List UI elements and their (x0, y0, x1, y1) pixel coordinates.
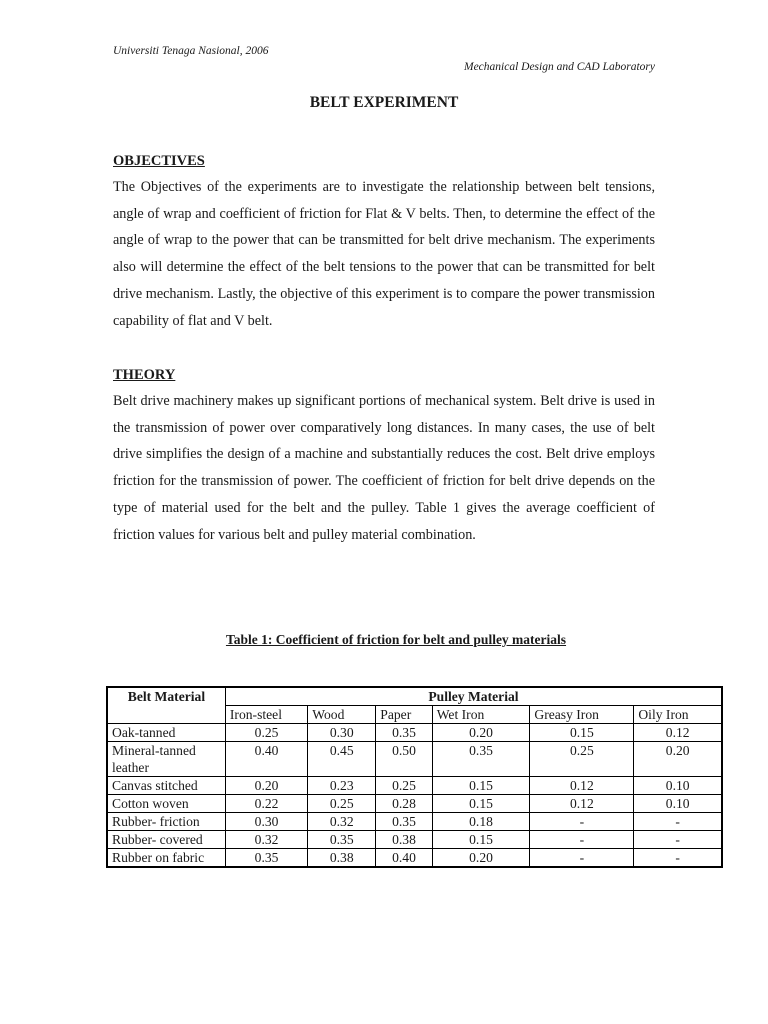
pulley-material-header: Pulley Material (225, 687, 722, 706)
coefficient-cell: 0.20 (225, 777, 307, 795)
coefficient-cell: 0.20 (432, 849, 530, 868)
table-caption: Table 1: Coefficient of friction for belt and pulley materials (225, 632, 567, 647)
coefficient-cell: 0.30 (308, 724, 376, 742)
coefficient-cell: 0.35 (376, 813, 432, 831)
coefficient-cell: 0.15 (530, 724, 634, 742)
column-header: Oily Iron (634, 706, 722, 724)
coefficient-cell: 0.30 (225, 813, 307, 831)
belt-material-header: Belt Material (107, 687, 225, 724)
coefficient-cell: 0.15 (432, 795, 530, 813)
table-header-row (107, 687, 722, 706)
theory-heading: THEORY (113, 367, 176, 383)
coefficient-cell: - (634, 849, 722, 868)
coefficient-cell: 0.45 (308, 742, 376, 777)
column-header: Wood (308, 706, 376, 724)
coefficient-cell: - (634, 831, 722, 849)
coefficient-cell: 0.20 (432, 724, 530, 742)
objectives-section (113, 148, 655, 334)
objectives-heading: OBJECTIVES (113, 153, 205, 169)
coefficient-cell: - (634, 813, 722, 831)
coefficient-cell: 0.15 (432, 777, 530, 795)
coefficient-cell: 0.12 (530, 777, 634, 795)
coefficient-cell: 0.22 (225, 795, 307, 813)
coefficient-cell: - (530, 813, 634, 831)
column-header: Paper (376, 706, 432, 724)
coefficient-cell: 0.40 (225, 742, 307, 777)
coefficient-cell: 0.12 (530, 795, 634, 813)
belt-material-cell: Oak-tanned (107, 724, 225, 742)
belt-material-cell: Canvas stitched (107, 777, 225, 795)
coefficient-cell: 0.35 (225, 849, 307, 868)
table-row (107, 813, 722, 831)
table-row (107, 795, 722, 813)
belt-material-cell: Mineral-tanned leather (107, 742, 225, 777)
coefficient-cell: 0.18 (432, 813, 530, 831)
coefficient-cell: 0.50 (376, 742, 432, 777)
coefficient-cell: 0.35 (432, 742, 530, 777)
belt-material-cell: Cotton woven (107, 795, 225, 813)
coefficient-cell: 0.10 (634, 777, 722, 795)
objectives-paragraph: The Objectives of the experiments are to investigate the relationship between belt tensions, angle of wrap and coefficient of friction for Flat & V belts. Then, to determine the effect of the angle of wrap to the power that can be transmitted for belt drive mechanism. The experiments also will determine the effect of the belt tensions to the power that can be transmitted for belt drive mechanism. Lastly, the objective of this experiment is to compare the power transmission capability of flat and V belt. (113, 179, 655, 329)
coefficient-cell: 0.25 (308, 795, 376, 813)
coefficient-cell: 0.20 (634, 742, 722, 777)
coefficient-cell: 0.28 (376, 795, 432, 813)
belt-material-cell: Rubber- friction (107, 813, 225, 831)
column-header: Iron-steel (225, 706, 307, 724)
coefficient-cell: 0.40 (376, 849, 432, 868)
coefficient-cell: 0.25 (530, 742, 634, 777)
coefficient-cell: 0.15 (432, 831, 530, 849)
table-row (107, 849, 722, 868)
header-lab: Mechanical Design and CAD Laboratory (463, 61, 655, 73)
coefficient-cell: 0.12 (634, 724, 722, 742)
column-header: Wet Iron (432, 706, 530, 724)
table-row (107, 724, 722, 742)
table-row (107, 742, 722, 777)
theory-section (113, 362, 655, 548)
coefficient-cell: - (530, 831, 634, 849)
belt-material-cell: Rubber- covered (107, 831, 225, 849)
coefficient-cell: 0.23 (308, 777, 376, 795)
coefficient-cell: 0.25 (376, 777, 432, 795)
column-header: Greasy Iron (530, 706, 634, 724)
table-row (107, 777, 722, 795)
header-university: Universiti Tenaga Nasional, 2006 (113, 45, 269, 57)
coefficient-cell: 0.25 (225, 724, 307, 742)
belt-material-cell: Rubber on fabric (107, 849, 225, 868)
coefficient-cell: 0.10 (634, 795, 722, 813)
page-title: BELT EXPERIMENT (309, 94, 459, 111)
table-row (107, 831, 722, 849)
theory-paragraph: Belt drive machinery makes up significant portions of mechanical system. Belt drive is used in the transmission of power over comparatively long distances. In many cases, the use of belt drive simplifies the design of a machine and substantially reduces the cost. Belt drive employs friction for the transmission of power. The coefficient of friction for belt drive depends on the type of material used for the belt and the pulley. Table 1 gives the average coefficient of friction values for various belt and pulley material combination. (113, 393, 655, 543)
coefficient-cell: - (530, 849, 634, 868)
coefficient-cell: 0.35 (308, 831, 376, 849)
coefficient-cell: 0.32 (308, 813, 376, 831)
coefficient-cell: 0.38 (376, 831, 432, 849)
coefficient-cell: 0.38 (308, 849, 376, 868)
coefficient-cell: 0.32 (225, 831, 307, 849)
coefficient-cell: 0.35 (376, 724, 432, 742)
friction-table (106, 686, 723, 868)
